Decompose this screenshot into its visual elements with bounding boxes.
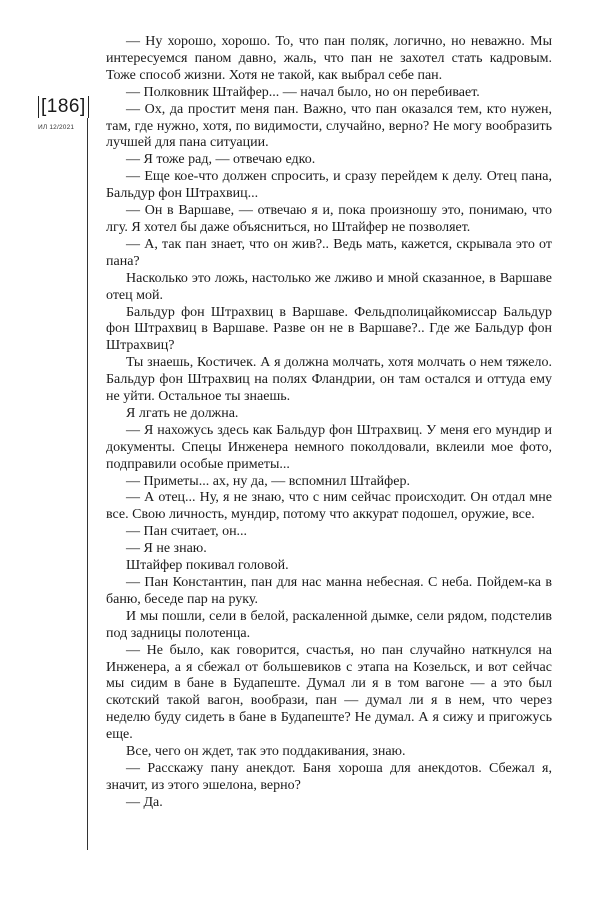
page-margin <box>38 96 86 131</box>
paragraph: — Пан считает, он... <box>126 524 248 540</box>
paragraph: Все, чего он ждет, так это поддакивания, знаю. <box>126 744 406 760</box>
paragraph: Я лгать не должна. <box>126 405 239 421</box>
issue-label: ИЛ 12/2021 <box>38 124 75 131</box>
paragraph: — Ох, да простит меня пан. Важно, что пан оказался тем, кто нужен, там, где нужно, хотя, по видимости, случайно, верно? Не могу вообразить лучшей для пана ситуации. <box>106 101 552 151</box>
paragraph: — Еще кое-что должен спросить, и сразу перейдем к делу. Отец пана, Бальдур фон Штрахвиц... <box>106 169 552 202</box>
paragraph: — Пан Константин, пан для нас манна небесная. С неба. Пойдем-ка в баню, беседе пар на руку. <box>106 575 552 607</box>
paragraph: — Я тоже рад, — отвечаю едко. <box>126 152 316 168</box>
paragraph: Насколько это ложь, настолько же лживо и мной сказанное, в Варшаве отец мой. <box>106 270 552 303</box>
margin-rule <box>87 118 88 850</box>
paragraph: И мы пошли, сели в белой, раскаленной дымке, сели рядом, подстелив под задницы полотенца. <box>106 608 552 641</box>
paragraph: — Он в Варшаве, — отвечаю я и, пока произношу это, понимаю, что лгу. Я хотел бы даже объясниться, но Штайфер не позволяет. <box>106 203 552 235</box>
paragraph: Штайфер покивал головой. <box>126 558 289 574</box>
paragraph: Ты знаешь, Костичек. А я должна молчать, хотя молчать о нем тяжело. Бальдур фон Штрахвиц на полях Фландрии, он там остался и оттуда ему не уйти. Остальное ты знаешь. <box>106 355 552 405</box>
paragraph: — А, так пан знает, что он жив?.. Ведь мать, кажется, скрывала это от пана? <box>106 236 552 269</box>
paragraph: — Приметы... ах, ну да, — вспомнил Штайфер. <box>126 473 410 489</box>
paragraph: — Я не знаю. <box>126 541 207 557</box>
paragraph: — Да. <box>126 794 163 810</box>
paragraph: — А отец... Ну, я не знаю, что с ним сейчас происходит. Он отдал мне все. Свою личность, мундир, потому что аккурат подошел, оружие, все. <box>106 490 552 523</box>
paragraph: — Полковник Штайфер... — начал было, но он перебивает. <box>126 84 480 100</box>
paragraph: — Расскажу пану анекдот. Баня хороша для анекдотов. Сбежал я, значит, из этого эшелона, верно? <box>106 760 552 793</box>
page-number: [186] <box>38 96 89 118</box>
paragraph: — Ну хорошо, хорошо. То, что пан поляк, логично, но неважно. Мы интересуемся паном давно, жаль, что пан не захотел стать кадровым. Тоже способ жизни. Хотя не такой, как выбрал себе пан. <box>106 34 552 83</box>
body-text <box>106 34 552 812</box>
paragraph: — Не было, как говорится, счастья, но пан случайно наткнулся на Инженера, а я сбежал от большевиков с этапа на Козельск, и вот сейчас мы сидим в бане в Будапеште. Думал ли я в том вагоне — а это был скотский такой вагон, вообрази, пан — думал ли я в нем, что через неделю буду сидеть в бане в Будапеште? Не думал. А я сижу и пригожусь еще. <box>106 642 552 743</box>
paragraph: — Я нахожусь здесь как Бальдур фон Штрахвиц. У меня его мундир и документы. Спецы Инженера немного поколдовали, вклеили мое фото, подправили особые приметы... <box>106 422 552 472</box>
paragraph: Бальдур фон Штрахвиц в Варшаве. Фельдполицайкомиссар Бальдур фон Штрахвиц в Варшаве. Разве он не в Варшаве?.. Где же Бальдур фон Штрахвиц? <box>106 304 552 354</box>
